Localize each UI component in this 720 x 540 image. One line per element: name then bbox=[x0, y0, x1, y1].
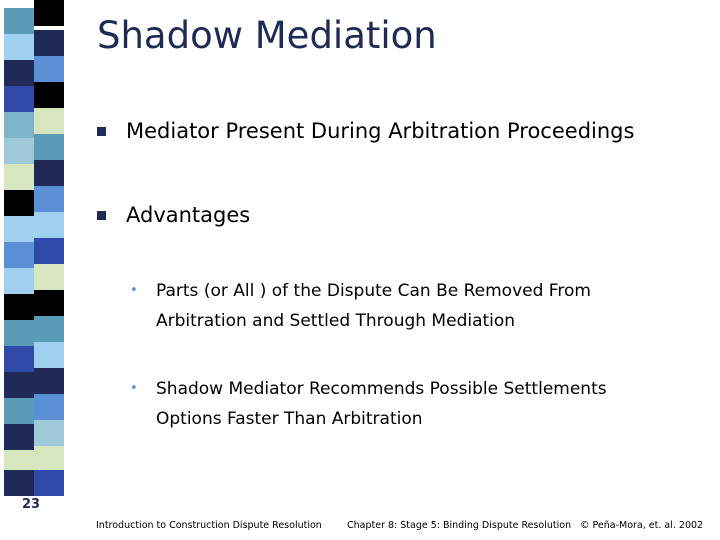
sub-bullet-dot-icon: • bbox=[130, 283, 138, 298]
stripe bbox=[4, 86, 34, 112]
stripe bbox=[4, 372, 34, 398]
stripe bbox=[34, 264, 64, 290]
slide-title: Shadow Mediation bbox=[97, 14, 437, 57]
stripe bbox=[34, 82, 64, 108]
stripe bbox=[34, 238, 64, 264]
stripe bbox=[4, 138, 34, 164]
stripe bbox=[34, 446, 64, 472]
stripe bbox=[4, 268, 34, 294]
bullet-text: Mediator Present During Arbitration Proceedings bbox=[126, 119, 635, 143]
bullet-square-icon bbox=[97, 211, 106, 220]
stripe bbox=[34, 394, 64, 420]
stripe bbox=[4, 424, 34, 450]
bullet-item bbox=[97, 203, 250, 227]
stripe bbox=[34, 160, 64, 186]
stripe bbox=[4, 34, 34, 60]
sub-bullet-dot-icon: • bbox=[130, 381, 138, 396]
sub-bullet-item bbox=[130, 276, 690, 336]
stripe bbox=[4, 242, 34, 268]
sub-bullet-line: Options Faster Than Arbitration bbox=[156, 409, 423, 429]
bullet-square-icon bbox=[97, 127, 106, 136]
stripe bbox=[4, 112, 34, 138]
page-number: 23 bbox=[22, 497, 41, 512]
stripe bbox=[34, 108, 64, 134]
stripe bbox=[34, 134, 64, 160]
footer-right: © Peña-Mora, et. al. 2002 bbox=[580, 520, 704, 531]
footer-left: Introduction to Construction Dispute Resolution bbox=[96, 520, 322, 531]
bullet-item bbox=[97, 119, 634, 143]
stripe bbox=[34, 0, 64, 26]
stripe bbox=[34, 368, 64, 394]
stripe bbox=[34, 30, 64, 56]
stripe bbox=[34, 56, 64, 82]
footer-center: Chapter 8: Stage 5: Binding Dispute Resolution bbox=[347, 520, 572, 531]
stripe bbox=[4, 216, 34, 242]
stripe bbox=[4, 164, 34, 190]
decorative-stripe-bar bbox=[0, 0, 64, 540]
sub-bullet-item bbox=[130, 374, 690, 434]
stripe bbox=[34, 342, 64, 368]
stripe bbox=[4, 190, 34, 216]
stripe bbox=[34, 212, 64, 238]
stripe bbox=[4, 320, 34, 346]
stripe bbox=[34, 420, 64, 446]
stripe bbox=[34, 316, 64, 342]
bullet-text: Advantages bbox=[126, 203, 251, 227]
stripe bbox=[4, 294, 34, 320]
sub-bullet-line: Shadow Mediator Recommends Possible Settlements bbox=[156, 379, 607, 399]
stripe bbox=[34, 186, 64, 212]
sub-bullet-line: Parts (or All ) of the Dispute Can Be Removed From bbox=[156, 281, 591, 301]
stripe bbox=[4, 8, 34, 34]
stripe bbox=[34, 290, 64, 316]
stripe bbox=[4, 60, 34, 86]
stripe bbox=[4, 346, 34, 372]
sub-bullet-line: Arbitration and Settled Through Mediation bbox=[156, 311, 516, 331]
stripe bbox=[4, 398, 34, 424]
